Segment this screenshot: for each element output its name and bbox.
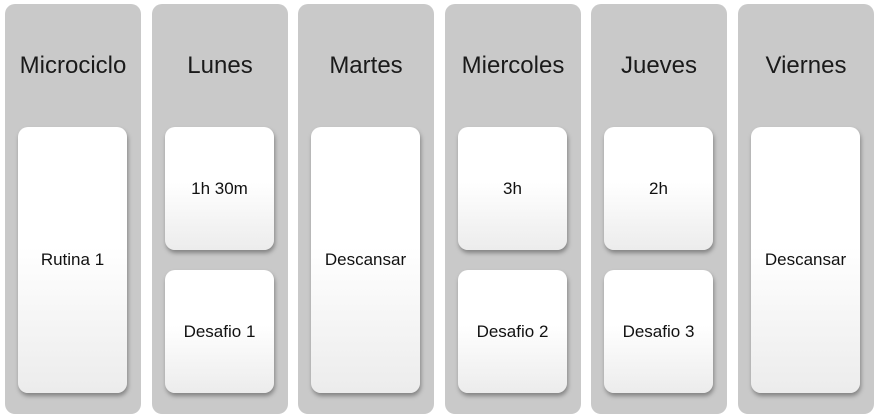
card-desafio: Desafio 3: [604, 270, 713, 393]
card-duration: 2h: [604, 127, 713, 250]
column-title: Lunes: [187, 52, 253, 79]
column-title: Jueves: [620, 52, 698, 79]
column-microciclo: [5, 4, 141, 414]
card-duration: 3h: [458, 127, 567, 250]
column-miercoles: [445, 4, 581, 414]
column-jueves: [591, 4, 727, 414]
column-title: Microciclo: [19, 52, 127, 79]
card-descansar: Descansar: [311, 127, 420, 393]
card-rutina: Rutina 1: [18, 127, 127, 393]
card-desafio: Desafio 2: [458, 270, 567, 393]
column-title: Martes: [329, 52, 403, 79]
card-duration: 1h 30m: [165, 127, 274, 250]
column-martes: [298, 4, 434, 414]
column-lunes: [152, 4, 288, 414]
column-title: Viernes: [765, 52, 847, 79]
card-desafio: Desafio 1: [165, 270, 274, 393]
column-viernes: [738, 4, 874, 414]
card-descansar: Descansar: [751, 127, 860, 393]
column-title: Miercoles: [461, 52, 565, 79]
